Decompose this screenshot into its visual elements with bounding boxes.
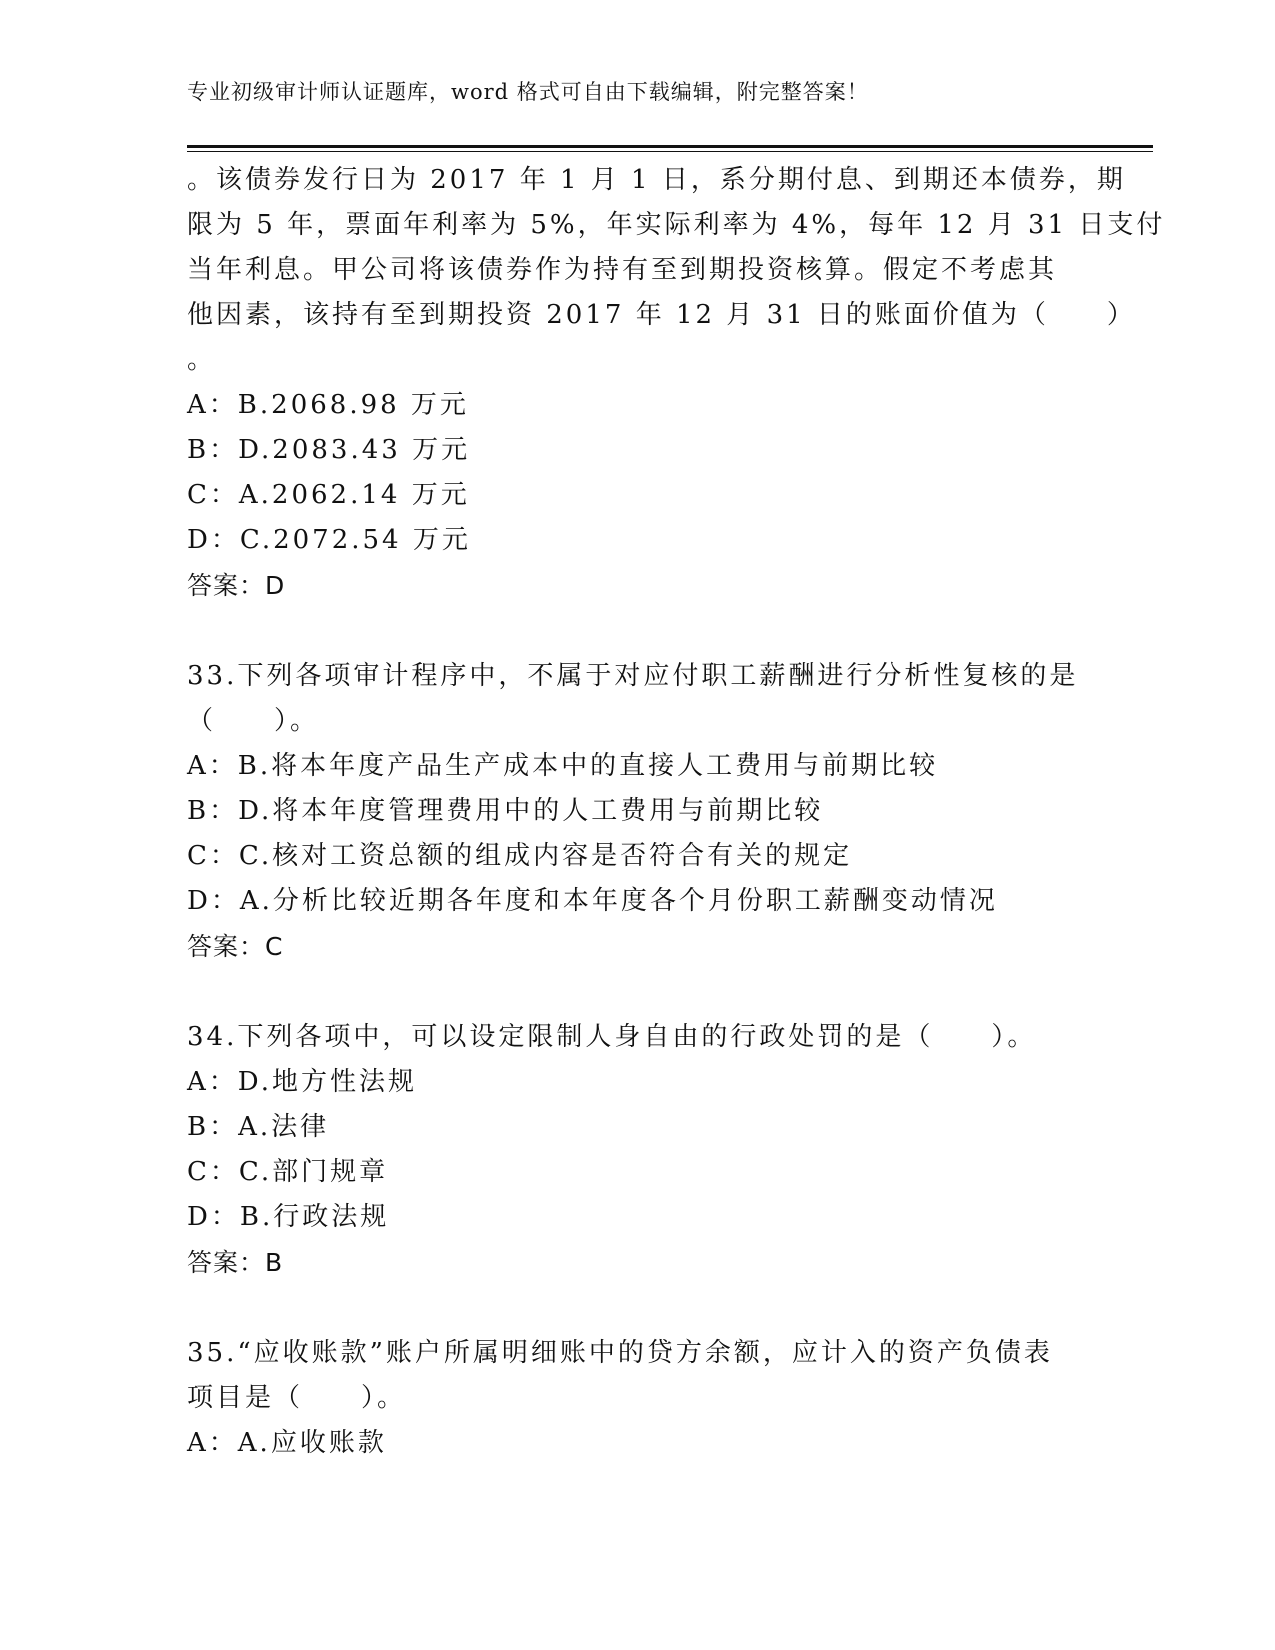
question-text-line: 34.下列各项中，可以设定限制人身自由的行政处罚的是（ ）。	[187, 1022, 1037, 1052]
option-a: A：B.2068.98 万元	[187, 390, 469, 420]
question-text-line: 。	[187, 345, 214, 375]
question-text-line: 他因素，该持有至到期投资 2017 年 12 月 31 日的账面价值为（ ）	[187, 300, 1136, 330]
spacer	[187, 969, 1087, 1015]
option-a: A：B.将本年度产品生产成本中的直接人工费用与前期比较	[187, 751, 939, 781]
question-33	[187, 654, 1087, 969]
header-rule-thick	[187, 145, 1153, 148]
spacer	[187, 608, 1087, 654]
question-35	[187, 1331, 1087, 1466]
question-text-line: 限为 5 年，票面年利率为 5%，年实际利率为 4%，每年 12 月 31 日支付	[187, 210, 1166, 240]
option-d: D：A.分析比较近期各年度和本年度各个月份职工薪酬变动情况	[187, 886, 998, 916]
option-c: C：C.部门规章	[187, 1157, 389, 1187]
option-a: A：D.地方性法规	[187, 1067, 417, 1097]
question-34	[187, 1015, 1087, 1285]
option-d: D：B.行政法规	[187, 1202, 390, 1232]
question-text-line: （ ）。	[187, 706, 320, 736]
answer-line: 答案：C	[187, 932, 284, 961]
option-b: B：D.2083.43 万元	[187, 435, 471, 465]
option-c: C：C.核对工资总额的组成内容是否符合有关的规定	[187, 841, 853, 871]
document-header: 专业初级审计师认证题库，word 格式可自由下载编辑，附完整答案！	[187, 80, 869, 104]
option-b: B：D.将本年度管理费用中的人工费用与前期比较	[187, 796, 824, 826]
answer-line: 答案：B	[187, 1248, 284, 1277]
question-text-line: 33.下列各项审计程序中，不属于对应付职工薪酬进行分析性复核的是	[187, 661, 1079, 691]
question-text-line: 。该债券发行日为 2017 年 1 月 1 日，系分期付息、到期还本债券，期	[187, 165, 1126, 195]
option-c: C：A.2062.14 万元	[187, 480, 470, 510]
document-body	[187, 158, 1166, 1466]
spacer	[187, 1285, 1087, 1331]
header-rule-thin	[187, 151, 1153, 152]
question-32	[187, 158, 1166, 608]
option-a: A：A.应收账款	[187, 1428, 387, 1458]
option-d: D：C.2072.54 万元	[187, 525, 471, 555]
option-b: B：A.法律	[187, 1112, 330, 1142]
question-text-line: 当年利息。甲公司将该债券作为持有至到期投资核算。假定不考虑其	[187, 255, 1058, 285]
question-text-line: 项目是（ ）。	[187, 1383, 407, 1413]
answer-line: 答案：D	[187, 571, 286, 600]
question-text-line: 35.“应收账款”账户所属明细账中的贷方余额，应计入的资产负债表	[187, 1338, 1053, 1368]
